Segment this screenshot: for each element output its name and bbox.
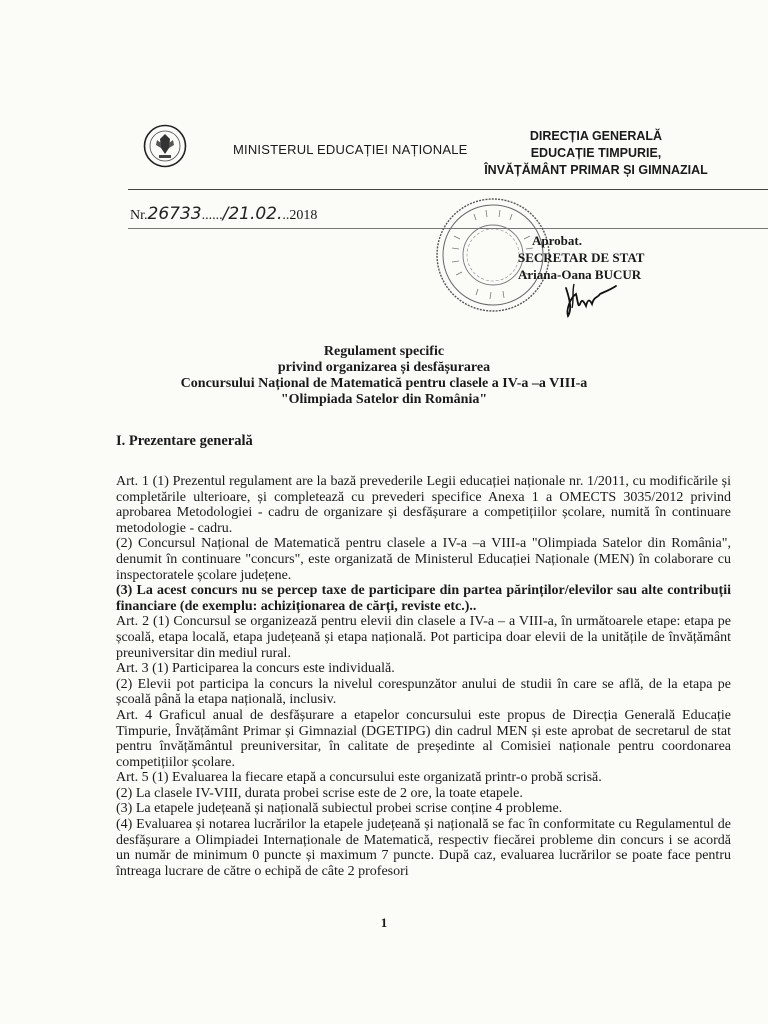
title-line: Concursului Național de Matematică pentru clasele a IV-a –a VIII-a (180, 376, 588, 391)
title-line: privind organizarea și desfășurarea (277, 360, 491, 375)
paragraph: (2) Concursul Național de Matematică pentru clasele a IV-a –a VIII-a "Olimpiada Satelor din România", denumit în continuare "concurs", este organizată de Ministerul Educației Naționale (MEN) în colaborare cu inspectoratele școlare județene. (116, 536, 731, 583)
approval-label: Aprobat. (532, 233, 582, 248)
title-line: Regulament specific (323, 344, 445, 359)
paragraph: (3) La etapele județeană și națională subiectul probei scrise conține 4 probleme. (116, 801, 563, 817)
document-title (0, 344, 768, 408)
reg-separator: ...... (201, 208, 223, 223)
page-number: 1 (380, 915, 388, 930)
paragraph: (2) La clasele IV-VIII, durata probei scrise este de 2 ore, la toate etapele. (116, 785, 523, 801)
document-body (116, 474, 731, 879)
paragraph: Art. 2 (1) Concursul se organizează pentru elevii din clasele a IV-a – a VIII-a, în următoarele etape: etapa pe școală, etapa locală, etapa județeană și etapa națională. Pot participa doar elevii de la unitățile de învățământ preuniversitar din mediul rural. (116, 614, 731, 661)
paragraph: (3) La acest concurs nu se percep taxe de participare din partea părinților/elevilor sau alte contribuții financiare (de exemplu: achiziționarea de cărți, reviste etc.).. (116, 583, 731, 614)
approval-block (520, 232, 644, 283)
title-line: "Olimpiada Satelor din România" (280, 392, 488, 407)
government-emblem-logo (143, 124, 187, 168)
directorate-name (476, 128, 716, 179)
handwritten-signature (560, 280, 620, 320)
paragraph: Art. 3 (1) Participarea la concurs este individuală. (116, 661, 395, 677)
paragraph: (2) Elevii pot participa la concurs la nivelul corespunzător anului de studii în care se află, de la etapa pe școală până la etapa națională, inclusiv. (116, 676, 731, 708)
approval-position: SECRETAR DE STAT (518, 250, 645, 265)
paragraph: Art. 4 Graficul anual de desfășurare a etapelor concursului este propus de Direcția Generală Educație Timpurie, Învățământ Primar și Gimnazial (DGETIPG) din cadrul MEN și este aprobat de secretarul de stat pentru învățământul preuniversitar, în calitate de președinte al Comisiei naționale pentru coordonarea competițiilor școlare. (116, 707, 731, 770)
directorate-line: DIRECȚIA GENERALĂ (529, 129, 663, 143)
paragraph: Art. 1 (1) Prezentul regulament are la bază prevederile Legii educației naționale nr. 1/2011, cu modificările și completările ulterioare, și completează cu prevederi specifice Anexa 1 a OMECTS 3035/2012 privind aprobarea Metodologiei - cadru de organizare și desfășurare a competițiilor școlare, numită în continuare metodologie - cadru. (116, 474, 731, 536)
approval-signatory: Ariana-Oana BUCUR (518, 267, 642, 282)
paragraph: (4) Evaluarea și notarea lucrărilor la etapele județeană și națională se fac în conformitate cu Regulamentul de desfășurare a Olimpiadei Internaționale de Matematică, respectiv fiecărei probleme din concurs i se acordă un număr de minimum 0 puncte și maximum 7 puncte. După caz, evaluarea lucrărilor se poate face pentru întreaga lucrare de către o echipă de câte 2 profesori (116, 817, 731, 879)
reg-prefix: Nr. (130, 208, 148, 223)
section-heading: I. Prezentare generală (116, 433, 253, 449)
reg-year: ..2018 (282, 208, 318, 223)
ministry-name: MINISTERUL EDUCAȚIEI NAȚIONALE (233, 142, 468, 157)
paragraph: Art. 5 (1) Evaluarea la fiecare etapă a concursului este organizată printr-o probă scrisă. (116, 770, 602, 786)
directorate-line: EDUCAȚIE TIMPURIE, (530, 146, 662, 160)
registration-number (130, 204, 317, 224)
reg-number-handwritten: 26733 (147, 204, 202, 224)
reg-date-handwritten: /21.02. (222, 204, 283, 224)
directorate-line: ÎNVĂȚĂMÂNT PRIMAR ȘI GIMNAZIAL (484, 163, 708, 177)
header-divider (128, 189, 768, 190)
